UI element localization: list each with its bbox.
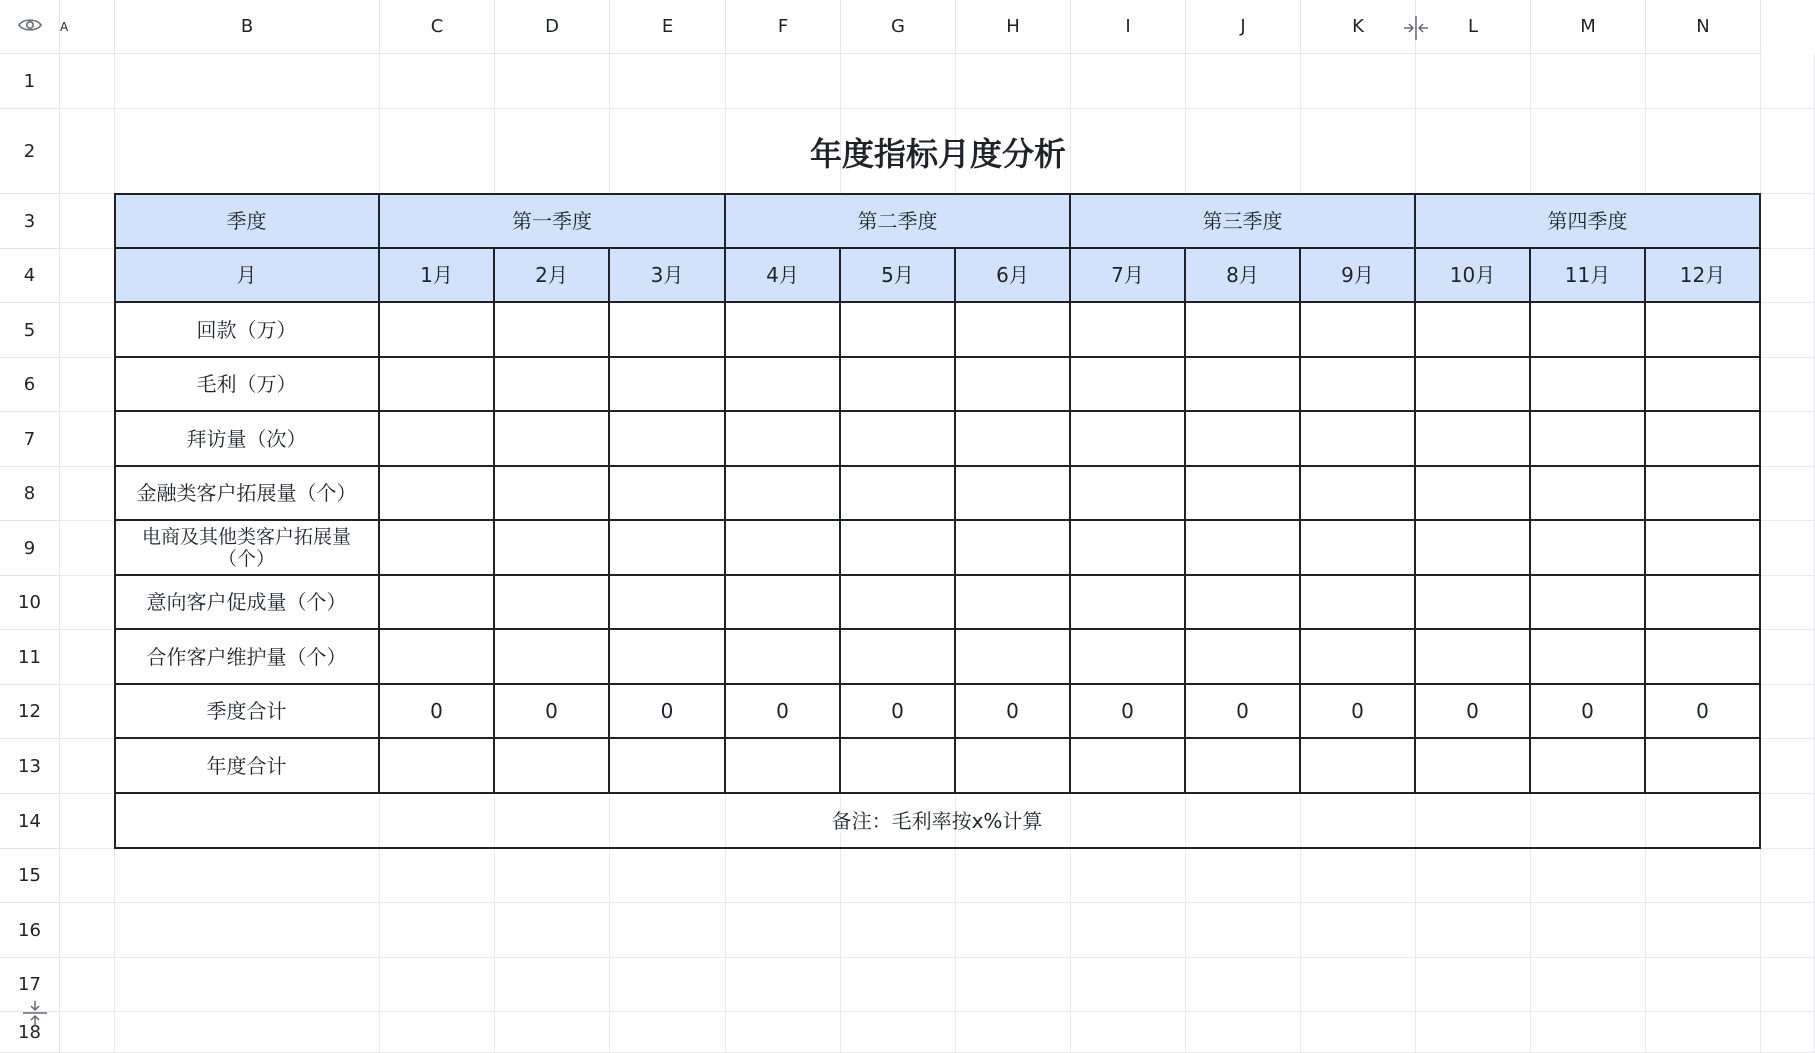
eye-icon[interactable]	[18, 17, 42, 37]
metric-label-cell[interactable]: 电商及其他类客户拓展量（个）	[115, 521, 380, 576]
data-cell[interactable]	[1531, 521, 1646, 576]
quarter-header-cell[interactable]: 第二季度	[726, 194, 1071, 249]
month-label-cell[interactable]: 月	[115, 249, 380, 303]
data-cell[interactable]: 0	[1071, 685, 1186, 739]
month-header-cell[interactable]: 3月	[610, 249, 726, 303]
row-header-9[interactable]: 9	[0, 521, 60, 576]
column-header-c[interactable]: C	[380, 0, 495, 54]
month-header-cell[interactable]: 1月	[380, 249, 495, 303]
data-cell[interactable]	[726, 358, 841, 412]
row-header-1[interactable]: 1	[0, 54, 60, 109]
data-cell[interactable]: 0	[1646, 685, 1761, 739]
data-cell[interactable]	[495, 303, 610, 358]
data-cell[interactable]	[1071, 739, 1186, 794]
data-cell[interactable]	[610, 467, 726, 521]
column-header-b[interactable]: B	[115, 0, 380, 54]
data-cell[interactable]: 0	[1531, 685, 1646, 739]
data-cell[interactable]	[1646, 467, 1761, 521]
data-cell[interactable]	[841, 630, 956, 685]
data-cell[interactable]	[1646, 358, 1761, 412]
data-cell[interactable]	[956, 576, 1071, 630]
data-cell[interactable]	[1646, 739, 1761, 794]
data-cell[interactable]	[1071, 576, 1186, 630]
data-cell[interactable]	[610, 521, 726, 576]
data-cell[interactable]	[956, 739, 1071, 794]
data-cell[interactable]	[1416, 739, 1531, 794]
row-header-18[interactable]: 18	[0, 1012, 60, 1053]
row-header-5[interactable]: 5	[0, 303, 60, 358]
data-cell[interactable]	[1531, 467, 1646, 521]
month-header-cell[interactable]: 2月	[495, 249, 610, 303]
data-cell[interactable]: 0	[841, 685, 956, 739]
row-header-17[interactable]: 17	[0, 958, 60, 1012]
data-cell[interactable]	[1071, 467, 1186, 521]
column-header-g[interactable]: G	[841, 0, 956, 54]
row-header-15[interactable]: 15	[0, 849, 60, 903]
data-cell[interactable]	[956, 521, 1071, 576]
data-cell[interactable]	[1071, 358, 1186, 412]
data-cell[interactable]	[1301, 576, 1416, 630]
data-cell[interactable]	[956, 630, 1071, 685]
data-cell[interactable]	[495, 358, 610, 412]
month-header-cell[interactable]: 10月	[1416, 249, 1531, 303]
data-cell[interactable]	[610, 739, 726, 794]
data-cell[interactable]	[380, 303, 495, 358]
data-cell[interactable]	[1186, 739, 1301, 794]
data-cell[interactable]	[1531, 358, 1646, 412]
data-cell[interactable]	[1186, 467, 1301, 521]
data-cell[interactable]	[841, 412, 956, 467]
row-header-13[interactable]: 13	[0, 739, 60, 794]
data-cell[interactable]	[841, 467, 956, 521]
data-cell[interactable]	[1416, 630, 1531, 685]
data-cell[interactable]: 0	[956, 685, 1071, 739]
data-cell[interactable]	[380, 739, 495, 794]
data-cell[interactable]	[610, 412, 726, 467]
data-cell[interactable]	[380, 467, 495, 521]
metric-label-cell[interactable]: 金融类客户拓展量（个）	[115, 467, 380, 521]
data-cell[interactable]	[1071, 412, 1186, 467]
metric-label-cell[interactable]: 意向客户促成量（个）	[115, 576, 380, 630]
data-cell[interactable]	[1416, 303, 1531, 358]
data-cell[interactable]	[841, 739, 956, 794]
column-header-d[interactable]: D	[495, 0, 610, 54]
data-cell[interactable]: 0	[380, 685, 495, 739]
data-cell[interactable]	[1186, 521, 1301, 576]
row-header-6[interactable]: 6	[0, 358, 60, 412]
data-cell[interactable]	[610, 630, 726, 685]
row-header-8[interactable]: 8	[0, 467, 60, 521]
data-cell[interactable]	[956, 467, 1071, 521]
row-header-14[interactable]: 14	[0, 794, 60, 849]
data-cell[interactable]	[956, 303, 1071, 358]
data-cell[interactable]	[1186, 358, 1301, 412]
data-cell[interactable]	[495, 467, 610, 521]
data-cell[interactable]	[1301, 358, 1416, 412]
data-cell[interactable]	[726, 576, 841, 630]
data-cell[interactable]	[610, 358, 726, 412]
data-cell[interactable]	[1301, 412, 1416, 467]
month-header-cell[interactable]: 7月	[1071, 249, 1186, 303]
data-cell[interactable]	[610, 303, 726, 358]
data-cell[interactable]	[1531, 412, 1646, 467]
data-cell[interactable]	[495, 630, 610, 685]
data-cell[interactable]: 0	[1186, 685, 1301, 739]
data-cell[interactable]	[1416, 358, 1531, 412]
data-cell[interactable]	[956, 412, 1071, 467]
month-header-cell[interactable]: 6月	[956, 249, 1071, 303]
data-cell[interactable]	[1301, 739, 1416, 794]
data-cell[interactable]	[1646, 576, 1761, 630]
data-cell[interactable]	[1531, 739, 1646, 794]
quarter-header-cell[interactable]: 第三季度	[1071, 194, 1416, 249]
data-cell[interactable]	[1531, 576, 1646, 630]
data-cell[interactable]	[841, 358, 956, 412]
data-cell[interactable]	[1531, 630, 1646, 685]
column-header-f[interactable]: F	[726, 0, 841, 54]
row-header-4[interactable]: 4	[0, 249, 60, 303]
month-header-cell[interactable]: 5月	[841, 249, 956, 303]
data-cell[interactable]: 0	[610, 685, 726, 739]
data-cell[interactable]	[726, 630, 841, 685]
data-cell[interactable]	[495, 739, 610, 794]
data-cell[interactable]: 0	[726, 685, 841, 739]
grid-line-horizontal	[60, 957, 1815, 958]
data-cell[interactable]	[1416, 521, 1531, 576]
column-header-a[interactable]: A	[60, 0, 115, 54]
data-cell[interactable]	[726, 412, 841, 467]
data-cell[interactable]	[1071, 521, 1186, 576]
freeze-column-handle-icon[interactable]	[1401, 15, 1431, 45]
row-header-11[interactable]: 11	[0, 630, 60, 685]
data-cell[interactable]	[841, 303, 956, 358]
data-cell[interactable]	[1071, 303, 1186, 358]
column-header-l[interactable]: L	[1416, 0, 1531, 54]
data-cell[interactable]	[1416, 576, 1531, 630]
page-title[interactable]: 年度指标月度分析	[809, 134, 1066, 173]
metric-label-cell[interactable]: 合作客户维护量（个）	[115, 630, 380, 685]
data-cell[interactable]	[1186, 412, 1301, 467]
row-header-10[interactable]: 10	[0, 576, 60, 630]
data-cell[interactable]: 0	[495, 685, 610, 739]
data-cell[interactable]	[380, 358, 495, 412]
data-cell[interactable]	[1301, 521, 1416, 576]
data-cell[interactable]	[1416, 467, 1531, 521]
data-cell[interactable]	[1186, 303, 1301, 358]
quarter-header-cell[interactable]: 第四季度	[1416, 194, 1761, 249]
column-header-k[interactable]: K	[1301, 0, 1416, 54]
data-cell[interactable]	[495, 576, 610, 630]
data-cell[interactable]	[610, 576, 726, 630]
data-cell[interactable]	[1416, 412, 1531, 467]
data-cell[interactable]	[1646, 303, 1761, 358]
data-cell[interactable]	[1646, 412, 1761, 467]
data-cell[interactable]	[1646, 630, 1761, 685]
month-header-cell[interactable]: 8月	[1186, 249, 1301, 303]
data-cell[interactable]	[956, 358, 1071, 412]
data-cell[interactable]	[380, 576, 495, 630]
note-cell[interactable]: 备注：毛利率按x%计算	[115, 794, 1761, 849]
data-cell[interactable]	[380, 630, 495, 685]
data-cell[interactable]	[841, 576, 956, 630]
data-cell[interactable]: 0	[1416, 685, 1531, 739]
metric-label-cell[interactable]: 回款（万）	[115, 303, 380, 358]
data-cell[interactable]	[726, 739, 841, 794]
month-header-cell[interactable]: 12月	[1646, 249, 1761, 303]
quarter-header-cell[interactable]: 第一季度	[380, 194, 726, 249]
select-all-corner[interactable]	[0, 0, 60, 54]
data-cell[interactable]	[1301, 303, 1416, 358]
data-cell[interactable]	[1186, 630, 1301, 685]
grid-line-horizontal	[60, 902, 1815, 903]
data-cell[interactable]	[495, 412, 610, 467]
data-cell[interactable]	[726, 467, 841, 521]
data-cell[interactable]	[1071, 630, 1186, 685]
data-cell[interactable]	[1301, 630, 1416, 685]
metric-label-cell[interactable]: 拜访量（次）	[115, 412, 380, 467]
data-cell[interactable]	[1301, 467, 1416, 521]
row-header-7[interactable]: 7	[0, 412, 60, 467]
row-header-16[interactable]: 16	[0, 903, 60, 958]
data-cell[interactable]	[1186, 576, 1301, 630]
data-cell[interactable]	[1531, 303, 1646, 358]
row-header-3[interactable]: 3	[0, 194, 60, 249]
data-cell[interactable]	[1646, 521, 1761, 576]
data-cell[interactable]: 0	[1301, 685, 1416, 739]
data-cell[interactable]	[841, 521, 956, 576]
data-cell[interactable]	[726, 521, 841, 576]
column-header-h[interactable]: H	[956, 0, 1071, 54]
column-header-n[interactable]: N	[1646, 0, 1761, 54]
data-cell[interactable]	[495, 521, 610, 576]
metric-label-cell[interactable]: 年度合计	[115, 739, 380, 794]
metric-label-cell[interactable]: 季度合计	[115, 685, 380, 739]
grid-line-horizontal	[60, 1011, 1815, 1012]
metric-label-cell[interactable]: 毛利（万）	[115, 358, 380, 412]
quarter-label-cell[interactable]: 季度	[115, 194, 380, 249]
data-cell[interactable]	[726, 303, 841, 358]
column-header-i[interactable]: I	[1071, 0, 1186, 54]
month-header-cell[interactable]: 4月	[726, 249, 841, 303]
data-cell[interactable]	[380, 521, 495, 576]
month-header-cell[interactable]: 9月	[1301, 249, 1416, 303]
column-header-j[interactable]: J	[1186, 0, 1301, 54]
row-header-2[interactable]: 2	[0, 109, 60, 194]
column-header-e[interactable]: E	[610, 0, 726, 54]
row-header-12[interactable]: 12	[0, 685, 60, 739]
column-header-m[interactable]: M	[1531, 0, 1646, 54]
freeze-row-handle-icon[interactable]	[22, 998, 48, 1032]
data-cell[interactable]	[380, 412, 495, 467]
month-header-cell[interactable]: 11月	[1531, 249, 1646, 303]
